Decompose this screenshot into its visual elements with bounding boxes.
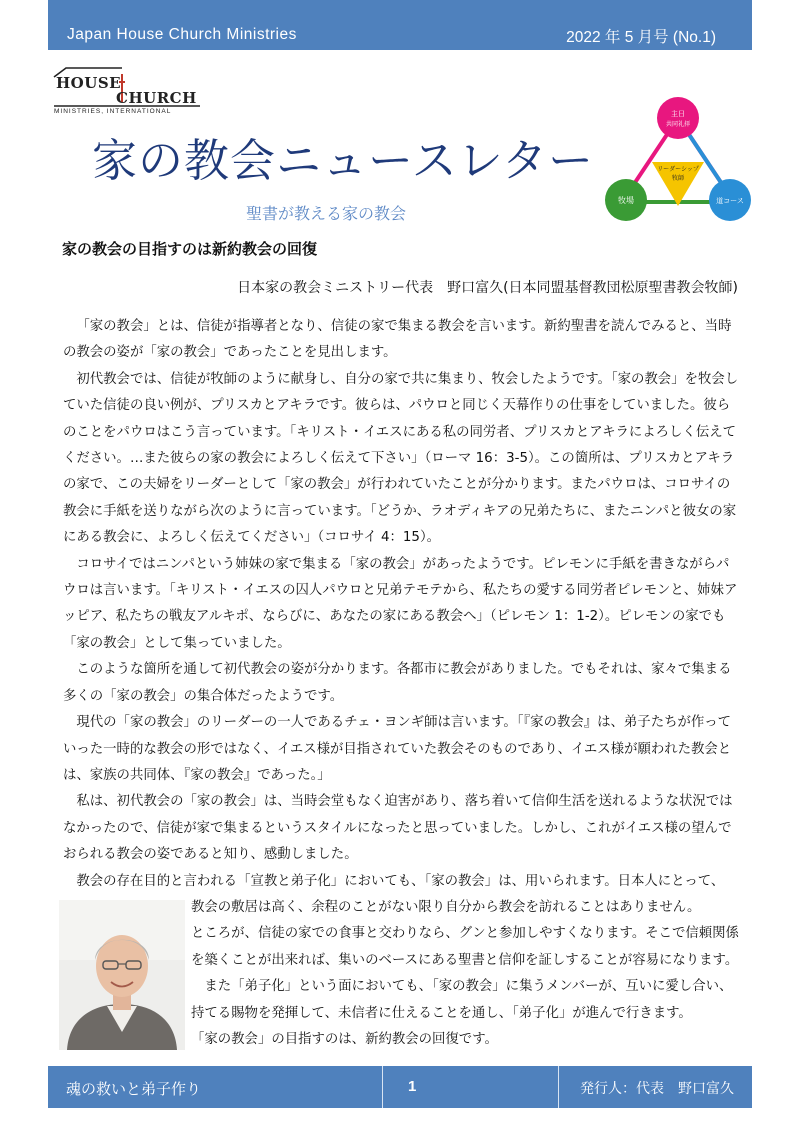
paragraph-line: 教会の敷居は高く、余程のことがない限り自分から教会を訪れることはありません。 <box>191 899 701 915</box>
top-label-1: 主日 <box>671 110 685 118</box>
article-heading: 家の教会の目指すのは新約教会の回復 <box>62 240 318 258</box>
top-circle <box>657 97 699 139</box>
newsletter-subtitle: 聖書が教える家の教会 <box>246 204 407 223</box>
author-photo <box>59 900 185 1050</box>
top-label-2: 共同礼拝 <box>665 121 691 128</box>
paragraph: 現代の「家の教会」のリーダーの一人であるチェ・ヨンギ師は言います。「『家の教会』は、弟子たちが作っていった一時的な教会の形ではなく、イエス様が目指されていた教会そのものであり、イエス様が願われた教会とは、家族の共同体、『家の教会』であった。」 <box>63 715 732 783</box>
logo-line-ministries: MINISTRIES, INTERNATIONAL <box>54 108 172 115</box>
paragraph-line: ところが、信徒の家での食事と交わりなら、グンと参加しやすくなります。そこで信頼関係を築くことが出来れば、集いのベースにある聖書と信仰を証しすることが容易になります。 <box>191 926 739 968</box>
article-author: 日本家の教会ミニストリー代表 野口富久(日本同盟基督教団松原聖書教会牧師) <box>237 280 738 296</box>
paragraph-line: また「弟子化」という面においても、「家の教会」に集うメンバーが、互いに愛し合い、持てる賜物を発揮して、未信者に仕えることを通し、「弟子化」が進んで行きます。 <box>191 979 733 1021</box>
newsletter-title: 家の教会ニュースレター <box>92 134 594 187</box>
footer-publisher: 発行人：代表 野口富久 <box>580 1080 734 1096</box>
left-label: 牧場 <box>618 196 634 205</box>
paragraph-line: 「家の教会」の目指すのは、新約教会の回復です。 <box>191 1031 498 1047</box>
house-church-logo <box>52 72 202 116</box>
right-label: 道コース <box>716 197 744 205</box>
footer-motto: 魂の救いと弟子作り <box>66 1081 202 1098</box>
church-structure-diagram <box>604 96 752 224</box>
logo-line-church: CHURCH <box>116 89 197 107</box>
paragraph: 私は、初代教会の「家の教会」は、当時会堂もなく迫害があり、落ち着いて信仰生活を送れるような状況ではなかったので、信徒が家で集まるというスタイルになったと思っていました。しかし、これがイエス様の望んでおられる教会の姿であると知り、感動しました。 <box>63 794 733 863</box>
header-bar <box>48 0 752 50</box>
paragraph: このような箇所を通して初代教会の姿が分かります。各都市に教会がありました。でもそれは、家々で集まる多くの「家の教会」の集合体だったようです。 <box>63 662 732 704</box>
issue-label: 2022 年 5 月号 (No.1) <box>566 29 716 46</box>
page-number: 1 <box>408 1078 417 1095</box>
footer-divider <box>558 1066 559 1108</box>
paragraph: 「家の教会」とは、信徒が指導者となり、信徒の家で集まる教会を言います。新約聖書を読んでみると、当時の教会の姿が「家の教会」であったことを見出します。 <box>63 319 732 361</box>
paragraph: 教会の存在目的と言われる「宣教と弟子化」においても、「家の教会」は、用いられます。日本人にとって、 <box>76 873 725 889</box>
paragraph: コロサイではニンパという姉妹の家で集まる「家の教会」があったようです。ピレモンに手紙を書きながらパウロは言います。「キリスト・イエスの囚人パウロと兄弟テモテから、私たちの愛する同労者ピレモンと、姉妹アッピア、私たちの戦友アルキポ、ならびに、あなたの家にある教会へ」（ピレモン 1：1-2）。ピレモンの家でも「家の教会」として集っていました。 <box>63 556 738 651</box>
footer-divider <box>382 1066 383 1108</box>
footer-bar <box>48 1066 752 1108</box>
paragraph: 初代教会では、信徒が牧師のように献身し、自分の家で共に集まり、牧会したようです。「家の教会」を牧会していた信徒の良い例が、プリスカとアキラです。彼らは、パウロと同じく天幕作りの仕事をしていました。彼らのことをパウロはこう言っています。「キリスト・イエスにある私の同労者、プリスカとアキラによろしく伝えてください。…また彼らの家の教会によろしく伝えて下さい」（ローマ 16：3-5）。この箇所は、プリスカとアキラの家で、この夫婦をリーダーとして「家の教会」が行われていたことが分かります。またパウロは、コロサイの教会に手紙を送りながら次のように言っています。「どうか、ラオディキアの兄弟たちに、またニンパと彼女の家にある教会に、よろしく伝えてください」（コロサイ 4：15）。 <box>63 371 739 546</box>
org-name: Japan House Church Ministries <box>67 26 297 43</box>
center-label-1: リーダーシップ <box>657 166 699 173</box>
logo-line-house: HOUSE <box>56 74 122 92</box>
center-label-2: 牧師 <box>671 175 685 182</box>
